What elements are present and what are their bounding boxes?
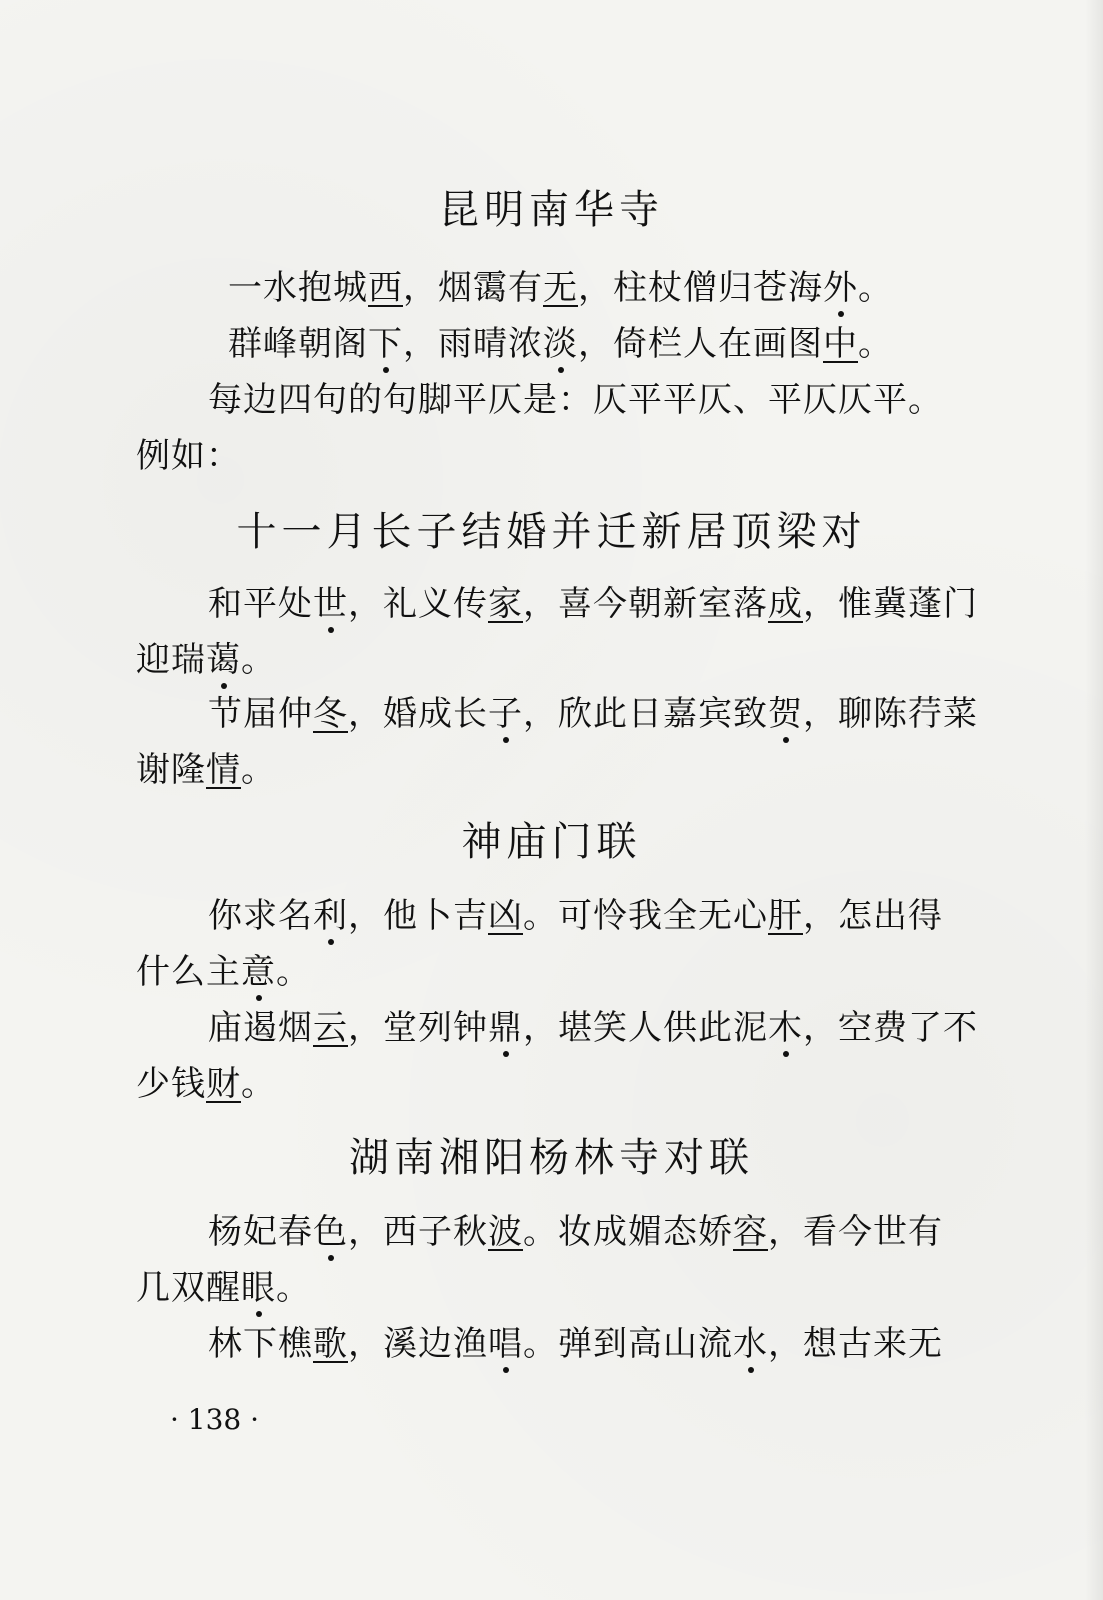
underlined-char: 中 bbox=[823, 324, 858, 364]
dotted-char: 外 bbox=[823, 268, 858, 308]
section-title-wedding-couplet: 十一月长子结婚并迁新居顶梁对 bbox=[236, 509, 867, 555]
dotted-char: 淡 bbox=[543, 324, 578, 364]
dotted-char: 蔼 bbox=[206, 640, 241, 680]
dotted-char: 眼 bbox=[241, 1268, 276, 1308]
dotted-char: 唱 bbox=[488, 1324, 523, 1364]
section-title-temple-gate-couplet: 神庙门联 bbox=[461, 819, 642, 865]
couplet-line: 几双醒眼。 bbox=[136, 1268, 311, 1308]
page-number: · 138 · bbox=[170, 1403, 260, 1436]
couplet-line: 你求名利，他卜吉凶。可怜我全无心肝，怎出得 bbox=[208, 896, 943, 936]
dotted-char: 鼎 bbox=[488, 1008, 523, 1048]
couplet-line: 和平处世，礼义传家，喜今朝新室落成，惟冀蓬门 bbox=[208, 584, 978, 624]
dotted-char: 色 bbox=[313, 1212, 348, 1252]
dotted-char: 下 bbox=[368, 324, 403, 364]
couplet-line: 庙遏烟云，堂列钟鼎，堪笑人供此泥木，空费了不 bbox=[208, 1008, 978, 1048]
underlined-char: 情 bbox=[206, 750, 241, 790]
underlined-char: 云 bbox=[313, 1008, 348, 1048]
section-title-yanglin-temple-couplet: 湖南湘阳杨林寺对联 bbox=[349, 1135, 754, 1181]
dotted-char: 利 bbox=[313, 896, 348, 936]
underlined-char: 凶 bbox=[488, 896, 523, 936]
couplet-line: 谢隆情。 bbox=[136, 750, 276, 790]
underlined-char: 无 bbox=[543, 268, 578, 308]
underlined-char: 波 bbox=[488, 1212, 523, 1252]
page-edge-shadow bbox=[1085, 0, 1103, 1600]
couplet-line: 一水抱城西，烟霭有无，柱杖僧归苍海外。 bbox=[228, 268, 893, 308]
dotted-char: 木 bbox=[768, 1008, 803, 1048]
section-title-kunming-nanhua-temple: 昆明南华寺 bbox=[439, 187, 664, 233]
underlined-char: 西 bbox=[368, 268, 403, 308]
couplet-line: 杨妃春色，西子秋波。妆成媚态娇容，看今世有 bbox=[208, 1212, 943, 1252]
underlined-char: 财 bbox=[206, 1064, 241, 1104]
dotted-char: 水 bbox=[733, 1324, 768, 1364]
couplet-line: 少钱财。 bbox=[136, 1064, 276, 1104]
couplet-line: 迎瑞蔼。 bbox=[136, 640, 276, 680]
couplet-line: 林下樵歌，溪边渔唱。弹到高山流水，想古来无 bbox=[208, 1324, 943, 1364]
dotted-char: 世 bbox=[313, 584, 348, 624]
dotted-char: 贺 bbox=[768, 694, 803, 734]
underlined-char: 成 bbox=[768, 584, 803, 624]
couplet-line: 节届仲冬，婚成长子，欣此日嘉宾致贺，聊陈荇菜 bbox=[208, 694, 978, 734]
body-text-line: 每边四句的句脚平仄是：仄平平仄、平仄仄平。 bbox=[208, 380, 943, 420]
couplet-line: 群峰朝阁下，雨晴浓淡，倚栏人在画图中。 bbox=[228, 324, 893, 364]
body-text-line: 例如： bbox=[136, 436, 241, 476]
couplet-line: 什么主意。 bbox=[136, 952, 311, 992]
underlined-char: 歌 bbox=[313, 1324, 348, 1364]
dotted-char: 子 bbox=[488, 694, 523, 734]
dotted-char: 意 bbox=[241, 952, 276, 992]
underlined-char: 肝 bbox=[768, 896, 803, 936]
underlined-char: 家 bbox=[488, 584, 523, 624]
underlined-char: 冬 bbox=[313, 694, 348, 734]
underlined-char: 容 bbox=[733, 1212, 768, 1252]
